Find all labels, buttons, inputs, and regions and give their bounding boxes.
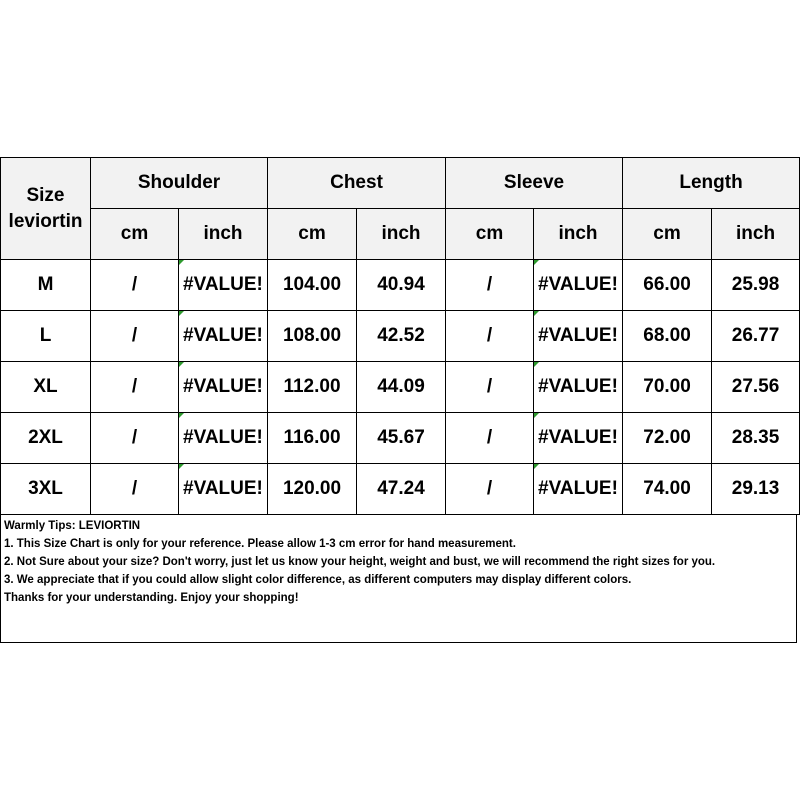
data-cell: 116.00 xyxy=(268,413,357,464)
group-header-row xyxy=(1,158,800,209)
table-row xyxy=(1,362,800,413)
data-cell: / xyxy=(446,311,534,362)
data-cell: 66.00 xyxy=(623,260,712,311)
tips-line: 1. This Size Chart is only for your reference. Please allow 1-3 cm error for hand measurement. xyxy=(4,538,516,550)
size-cell: XL xyxy=(1,362,91,413)
error-marker-icon xyxy=(534,362,539,367)
group-header-shoulder: Shoulder xyxy=(91,158,268,209)
data-cell: 42.52 xyxy=(357,311,446,362)
data-cell: / xyxy=(446,362,534,413)
error-marker-icon xyxy=(179,311,184,316)
data-cell: 68.00 xyxy=(623,311,712,362)
group-header-sleeve: Sleeve xyxy=(446,158,623,209)
group-header-length: Length xyxy=(623,158,800,209)
data-cell: / xyxy=(91,464,179,515)
unit-header: inch xyxy=(534,209,623,260)
table-row xyxy=(1,260,800,311)
unit-header: cm xyxy=(91,209,179,260)
data-cell: 72.00 xyxy=(623,413,712,464)
error-cell: #VALUE! xyxy=(179,413,268,464)
group-header-chest: Chest xyxy=(268,158,446,209)
table-row xyxy=(1,464,800,515)
size-label: Size xyxy=(26,184,65,206)
size-cell: L xyxy=(1,311,91,362)
unit-header-row xyxy=(1,209,800,260)
unit-header: cm xyxy=(268,209,357,260)
error-cell: #VALUE! xyxy=(179,362,268,413)
data-cell: / xyxy=(446,464,534,515)
data-cell: 25.98 xyxy=(712,260,800,311)
data-cell: 29.13 xyxy=(712,464,800,515)
size-cell: M xyxy=(1,260,91,311)
data-cell: 112.00 xyxy=(268,362,357,413)
data-cell: 47.24 xyxy=(357,464,446,515)
size-cell: 3XL xyxy=(1,464,91,515)
error-cell: #VALUE! xyxy=(534,311,623,362)
unit-header: inch xyxy=(357,209,446,260)
data-cell: / xyxy=(91,311,179,362)
brand-label: leviortin xyxy=(8,210,83,232)
data-cell: 28.35 xyxy=(712,413,800,464)
unit-header: inch xyxy=(712,209,800,260)
tips-line: 2. Not Sure about your size? Don't worry, just let us know your height, weight and bust, we will recommend the right sizes for you. xyxy=(4,556,716,568)
error-cell: #VALUE! xyxy=(179,260,268,311)
error-cell: #VALUE! xyxy=(179,311,268,362)
data-cell: / xyxy=(446,413,534,464)
data-cell: / xyxy=(91,413,179,464)
error-cell: #VALUE! xyxy=(534,464,623,515)
unit-header: inch xyxy=(179,209,268,260)
error-marker-icon xyxy=(179,464,184,469)
data-cell: 44.09 xyxy=(357,362,446,413)
data-cell: 74.00 xyxy=(623,464,712,515)
size-cell: 2XL xyxy=(1,413,91,464)
data-cell: 104.00 xyxy=(268,260,357,311)
error-marker-icon xyxy=(534,413,539,418)
data-cell: 108.00 xyxy=(268,311,357,362)
error-marker-icon xyxy=(179,413,184,418)
size-table xyxy=(0,157,800,515)
tips-box xyxy=(0,515,797,643)
data-cell: / xyxy=(446,260,534,311)
tips-line: 3. We appreciate that if you could allow slight color difference, as different computers may display different colors. xyxy=(4,574,632,586)
data-cell: 70.00 xyxy=(623,362,712,413)
tips-footer: Thanks for your understanding. Enjoy your shopping! xyxy=(4,592,299,604)
unit-header: cm xyxy=(446,209,534,260)
error-marker-icon xyxy=(534,464,539,469)
size-chart xyxy=(0,157,799,643)
error-cell: #VALUE! xyxy=(534,362,623,413)
error-cell: #VALUE! xyxy=(534,413,623,464)
error-cell: #VALUE! xyxy=(179,464,268,515)
table-row xyxy=(1,311,800,362)
data-cell: / xyxy=(91,260,179,311)
error-marker-icon xyxy=(179,260,184,265)
tips-title: Warmly Tips: LEVIORTIN xyxy=(4,520,141,532)
error-marker-icon xyxy=(534,311,539,316)
data-cell: 120.00 xyxy=(268,464,357,515)
table-row xyxy=(1,413,800,464)
data-cell: / xyxy=(91,362,179,413)
data-cell: 45.67 xyxy=(357,413,446,464)
error-marker-icon xyxy=(534,260,539,265)
data-cell: 26.77 xyxy=(712,311,800,362)
data-cell: 27.56 xyxy=(712,362,800,413)
error-cell: #VALUE! xyxy=(534,260,623,311)
unit-header: cm xyxy=(623,209,712,260)
data-cell: 40.94 xyxy=(357,260,446,311)
size-header-cell xyxy=(1,158,91,260)
error-marker-icon xyxy=(179,362,184,367)
